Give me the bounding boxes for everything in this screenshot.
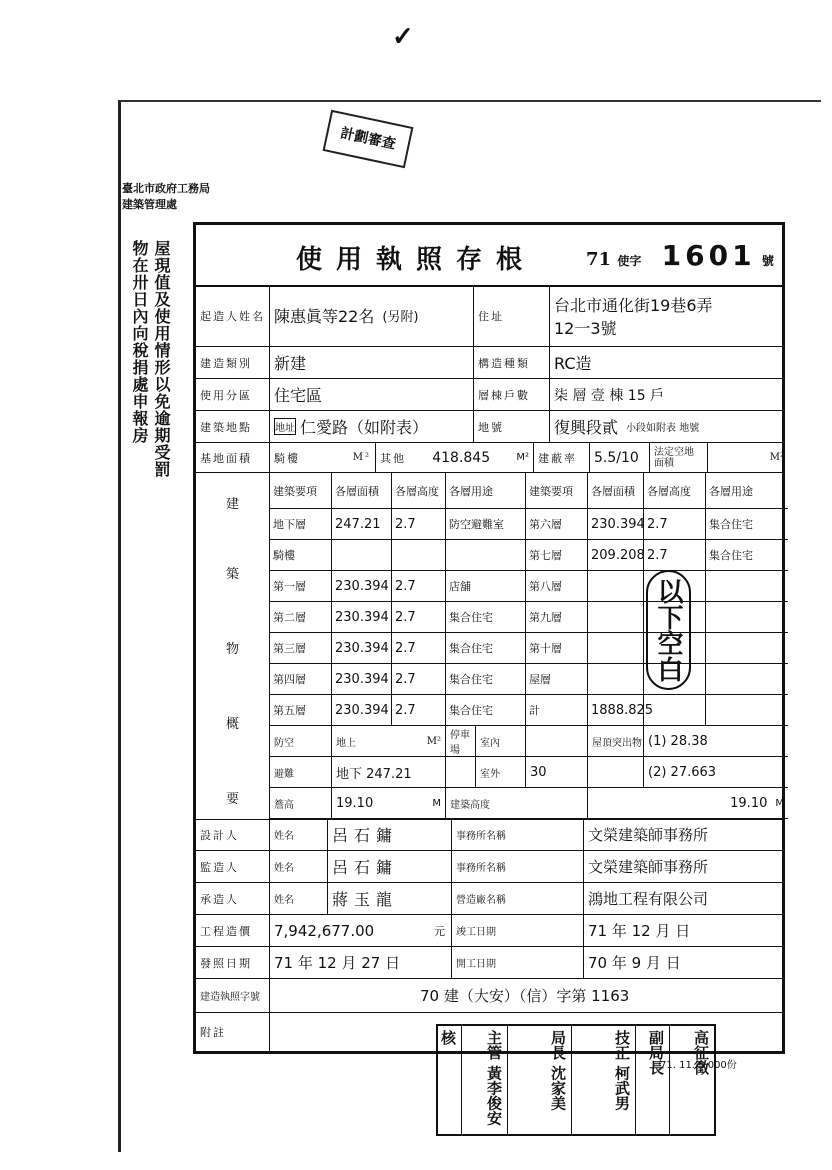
- floor-area: 247.21: [332, 509, 392, 539]
- other-area-cell: [376, 443, 534, 472]
- floor-height: 2.7: [392, 633, 446, 663]
- col-head-use: 各層用途: [446, 473, 526, 508]
- building-height-unit: M: [775, 797, 784, 809]
- floor-item: 第二層: [270, 602, 332, 632]
- permit-word: 使字: [617, 254, 642, 268]
- floor-height: 2.7: [392, 695, 446, 725]
- address-line-2: 12一3號: [554, 318, 617, 338]
- floor-use-2: 集合住宅: [709, 518, 753, 531]
- print-note: 71. 11. 5,000份: [660, 1060, 737, 1071]
- supervisor-name-label: 姓名: [270, 851, 328, 882]
- parking-indoor-label: 室內: [476, 726, 526, 756]
- floor-use-2: [706, 664, 788, 694]
- builder-stamp: (另附): [382, 310, 419, 325]
- permit-ref-label: 建造執照字號: [196, 979, 270, 1012]
- floor-row: [270, 602, 788, 633]
- parking-label: 停車場: [446, 726, 476, 756]
- shelter-above-label: 地上: [336, 737, 356, 749]
- floor-use-2: [706, 602, 788, 632]
- floor-use-2: [706, 695, 788, 725]
- builder-row: [196, 285, 782, 347]
- col-head-area-2: 各層面積: [588, 473, 644, 508]
- floor-use: 集合住宅: [446, 664, 526, 694]
- building-height-label: 建築高度: [446, 788, 588, 818]
- floor-height: 2.7: [392, 602, 446, 632]
- builder-name: 陳惠眞等22名: [274, 307, 375, 326]
- roof-value-1: (1) 28.38: [648, 733, 708, 749]
- lot-section: 復興段貳: [554, 418, 619, 437]
- zone-value: 住宅區: [270, 379, 474, 410]
- building-height-value: 19.10: [730, 795, 768, 811]
- title-row: [196, 225, 782, 287]
- floor-height-2: [644, 695, 706, 725]
- structure-value: RC造: [554, 354, 592, 373]
- permit-number-block: [586, 239, 774, 272]
- floor-height: 2.7: [392, 571, 446, 601]
- col-head-item-2: 建築要項: [526, 473, 588, 508]
- contractor-firm: 鴻地工程有限公司: [588, 890, 709, 908]
- permit-number: 1601: [661, 239, 756, 272]
- permit-ref-value: 70 建（大安）（信）字第 1163: [420, 987, 630, 1005]
- legal-open-label: 法定空地面積: [650, 443, 708, 472]
- site-value: [270, 411, 474, 442]
- permit-suffix: 號: [761, 254, 774, 268]
- eave-value: 19.10: [336, 795, 374, 811]
- legal-open-unit: M²: [769, 452, 784, 463]
- builder-label: 起造人姓名: [196, 285, 270, 346]
- build-type-label: 建造類別: [196, 347, 270, 378]
- designer-label: 設計人: [196, 819, 270, 850]
- col-head-height: 各層高度: [392, 473, 446, 508]
- floor-item-2: 屋層: [526, 664, 588, 694]
- floor-area: 230.394: [332, 664, 392, 694]
- site-row: [196, 411, 782, 443]
- supervisor-label: 監造人: [196, 851, 270, 882]
- contractor-label: 承造人: [196, 883, 270, 914]
- col-head-height-2: 各層高度: [644, 473, 706, 508]
- floor-row: [270, 509, 788, 540]
- contractor-name: 蔣玉龍: [328, 883, 452, 914]
- address-value: [550, 285, 788, 346]
- col-head-use-2: 各層用途: [709, 484, 753, 498]
- floor-item-2: 第九層: [526, 602, 588, 632]
- shelter-above: [332, 726, 446, 756]
- parking-outdoor-value: 30: [526, 757, 588, 787]
- side-label-3: 物: [226, 642, 240, 657]
- floor-height-2: 2.7: [644, 509, 706, 539]
- floor-area-2: 209.208: [588, 540, 644, 570]
- grid-header-row: [270, 473, 788, 509]
- cost-value: 7,942,677.00: [274, 921, 375, 940]
- check-mark: ✓: [392, 22, 414, 52]
- approval-cell-4: 技正 柯武男: [572, 1026, 636, 1134]
- finish-date-value: 71 年 12 月 日: [588, 922, 691, 940]
- side-label-4: 概: [226, 717, 240, 732]
- floor-item: 第一層: [270, 571, 332, 601]
- floor-use: 集合住宅: [446, 602, 526, 632]
- zone-label: 使用分區: [196, 379, 270, 410]
- eave-unit: M: [432, 797, 441, 809]
- builder-value: [270, 285, 474, 346]
- designer-name-label: 姓名: [270, 819, 328, 850]
- other-label: 其他: [380, 451, 406, 465]
- start-date-value: 70 年 9 月 日: [588, 954, 681, 972]
- issue-row: [196, 947, 782, 979]
- tax-notice-line-1: 物在卅日內向稅捐處申報房: [130, 240, 149, 444]
- address-line-1: 台北市通化街19巷6弄: [554, 295, 713, 315]
- floor-row: [270, 571, 788, 602]
- coverage-value: 5.5/10: [590, 443, 650, 472]
- approval-cell-5: 副局長: [636, 1026, 670, 1134]
- zone-row: [196, 379, 782, 411]
- arcade-area-cell: [270, 443, 376, 472]
- floor-area-2: [588, 571, 644, 601]
- issue-date-value: 71 年 12 月 27 日: [270, 947, 452, 978]
- building-height-cell: [588, 788, 788, 818]
- office-line-2: 建築管理處: [122, 198, 177, 211]
- floor-item: 地下層: [270, 509, 332, 539]
- other-area-value: 418.845: [432, 449, 491, 466]
- shelter-row-1: [270, 726, 788, 757]
- eave-label: 簷高: [270, 788, 332, 818]
- floor-area-2: [588, 664, 644, 694]
- floor-height: [392, 540, 446, 570]
- floors-label: 層棟戶數: [474, 379, 550, 410]
- shelter-label: 防空: [270, 726, 332, 756]
- floor-item: 第四層: [270, 664, 332, 694]
- start-date-label: 開工日期: [452, 947, 584, 978]
- height-row: [270, 788, 788, 819]
- other-area-unit: M²: [516, 452, 529, 463]
- site-address: 仁愛路（如附表）: [300, 418, 429, 437]
- floor-row: [270, 633, 788, 664]
- floor-area-2: [588, 633, 644, 663]
- cost-cell: [270, 915, 452, 946]
- roof-label: 屋頂突出物: [588, 726, 644, 756]
- floor-use: 防空避難室: [446, 509, 526, 539]
- tax-notice-line-2: 屋現值及使用情形以免逾期受罰: [152, 240, 171, 478]
- floor-item-2: 第十層: [526, 633, 588, 663]
- site-sub-label: 地址: [274, 418, 296, 435]
- structure-label: 構造種類: [474, 347, 550, 378]
- floor-area: 230.394: [332, 695, 392, 725]
- floor-use: 集合住宅: [446, 633, 526, 663]
- parking-spacer: [446, 757, 476, 787]
- building-summary-side: [196, 473, 270, 819]
- floor-use: 集合住宅: [446, 695, 526, 725]
- supervisor-firm: 文榮建築師事務所: [588, 858, 709, 876]
- floor-row: [270, 695, 788, 726]
- floor-height: 2.7: [392, 509, 446, 539]
- form-title: 使用執照存根: [296, 245, 537, 275]
- floor-row: [270, 664, 788, 695]
- designer-firm-label: 事務所名稱: [452, 819, 584, 850]
- arcade-unit: M²: [352, 452, 371, 463]
- supervisor-name: 呂石鏞: [328, 851, 452, 882]
- office-header: [122, 180, 210, 212]
- cost-row: [196, 915, 782, 947]
- floor-area-2: 1888.825: [588, 695, 644, 725]
- floor-item: 第五層: [270, 695, 332, 725]
- floor-item-2: 第八層: [526, 571, 588, 601]
- lot-note: 小段如附表 地號: [626, 423, 700, 434]
- floor-use-2: [706, 571, 788, 601]
- arcade-label: 騎樓: [274, 451, 300, 465]
- side-label-5: 要: [226, 792, 240, 807]
- usage-permit-form: [193, 222, 785, 1054]
- issue-date-label: 發照日期: [196, 947, 270, 978]
- parking-indoor-value: [526, 726, 588, 756]
- floor-area: 230.394: [332, 571, 392, 601]
- permit-year: 71: [586, 249, 612, 270]
- supervisor-firm-label: 事務所名稱: [452, 851, 584, 882]
- coverage-label: 建蔽率: [534, 443, 590, 472]
- base-area-label: 基地面積: [196, 443, 270, 472]
- floor-height: 2.7: [392, 664, 446, 694]
- floor-use: [446, 540, 526, 570]
- approval-cell-1: 核: [438, 1026, 462, 1134]
- cost-unit: 元: [434, 924, 447, 938]
- review-stamp: 計劃審查: [323, 110, 414, 169]
- designer-firm: 文榮建築師事務所: [588, 826, 709, 844]
- site-label: 建築地點: [196, 411, 270, 442]
- floor-use-2: [706, 633, 788, 663]
- cost-label: 工程造價: [196, 915, 270, 946]
- shelter-above-unit: M²: [426, 735, 441, 747]
- blank-below-note: 以下空白: [646, 570, 691, 690]
- office-line-1: 臺北市政府工務局: [122, 182, 210, 195]
- approval-cell-2: 主管 黃李俊安: [462, 1026, 508, 1134]
- approval-cell-6: 高征徵: [692, 1030, 710, 1075]
- floor-area-2: [588, 602, 644, 632]
- supervisor-row: [196, 851, 782, 883]
- designer-name: 呂石鏞: [328, 819, 452, 850]
- base-area-row: [196, 443, 782, 473]
- floor-area-2: 230.394: [588, 509, 644, 539]
- address-label: 住址: [474, 285, 550, 346]
- lot-value: [550, 411, 788, 442]
- floor-area: [332, 540, 392, 570]
- build-type-row: [196, 347, 782, 379]
- side-label-1: 建: [226, 497, 240, 512]
- roof-value-2: (2) 27.663: [648, 764, 717, 780]
- floor-area: 230.394: [332, 602, 392, 632]
- side-label-2: 築: [226, 567, 240, 582]
- col-head-area: 各層面積: [332, 473, 392, 508]
- floors-value: 柒 層 壹 棟 15 戶: [554, 387, 665, 404]
- roof-spacer: [588, 757, 644, 787]
- shelter-row-2: [270, 757, 788, 788]
- contractor-firm-label: 營造廠名稱: [452, 883, 584, 914]
- floor-item: 騎樓: [270, 540, 332, 570]
- finish-date-label: 竣工日期: [452, 915, 584, 946]
- eave-value-cell: [332, 788, 446, 818]
- floor-use-2: 集合住宅: [709, 549, 753, 562]
- shelter-area-label: 避難: [270, 757, 332, 787]
- floor-height-2: 2.7: [644, 540, 706, 570]
- floor-row: [270, 540, 788, 571]
- build-type-value: 新建: [270, 347, 474, 378]
- floor-use: 店舖: [446, 571, 526, 601]
- contractor-row: [196, 883, 782, 915]
- permit-ref-row: [196, 979, 782, 1013]
- note-label: 附註: [196, 1013, 270, 1051]
- floor-item-2: 第六層: [526, 509, 588, 539]
- floor-item: 第三層: [270, 633, 332, 663]
- floor-item-2: 第七層: [526, 540, 588, 570]
- contractor-name-label: 姓名: [270, 883, 328, 914]
- lot-label: 地號: [474, 411, 550, 442]
- col-head-item: 建築要項: [270, 473, 332, 508]
- shelter-area-value: 地下 247.21: [332, 757, 446, 787]
- approval-stamps: [436, 1024, 716, 1136]
- designer-row: [196, 819, 782, 851]
- floor-item-2: 計: [526, 695, 588, 725]
- parking-outdoor-label: 室外: [476, 757, 526, 787]
- approval-cell-3: 局長 沈家美: [508, 1026, 572, 1134]
- floor-area: 230.394: [332, 633, 392, 663]
